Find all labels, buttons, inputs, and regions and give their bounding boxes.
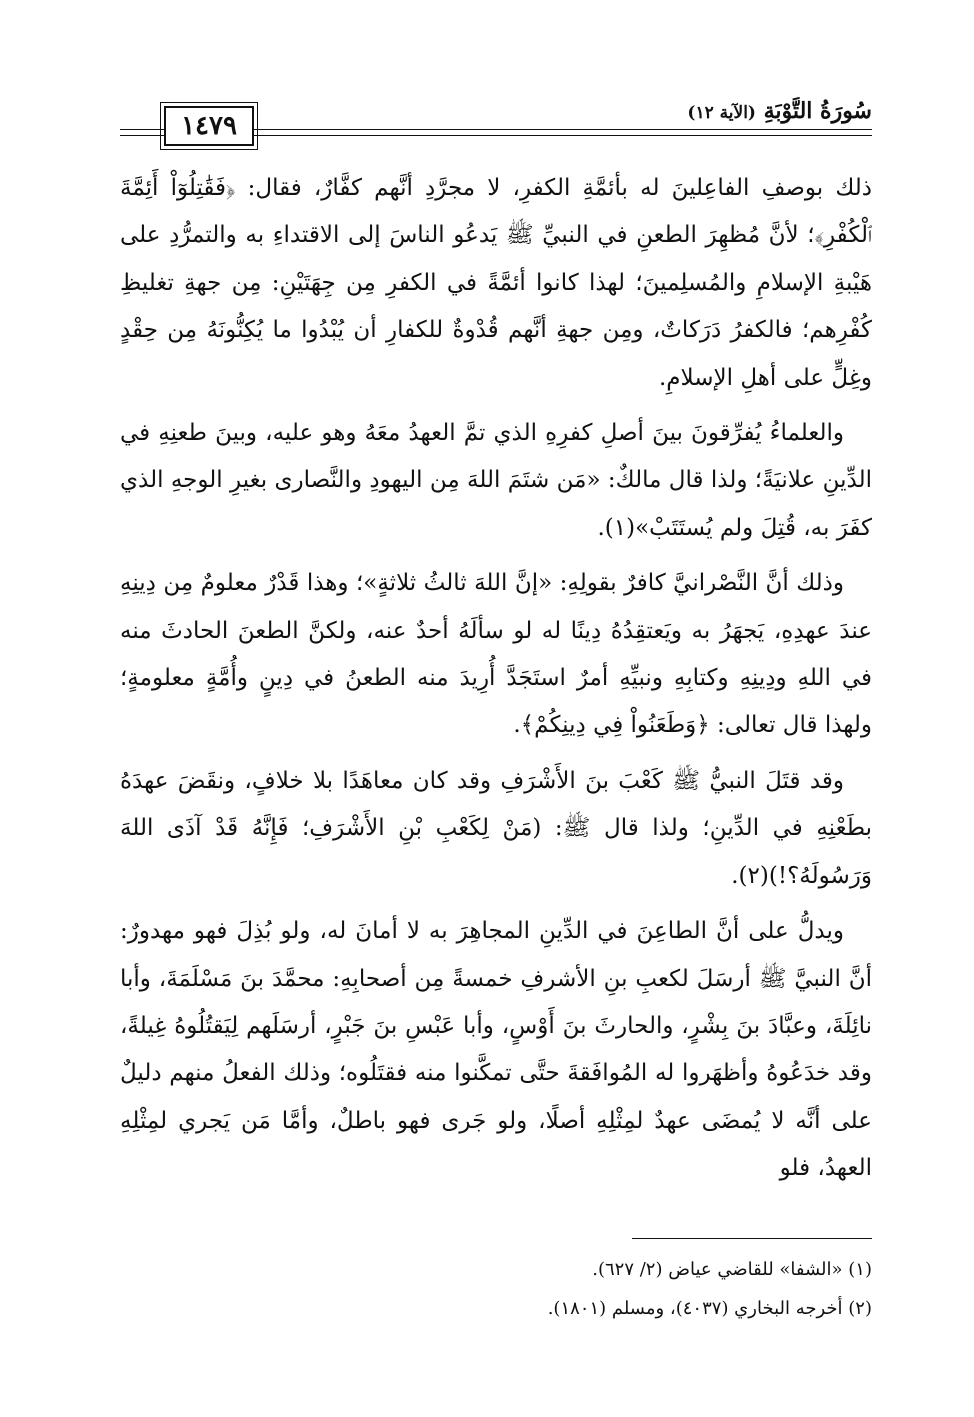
footnote-1: (١) «الشفا» للقاضي عياض (٢/ ٦٢٧). bbox=[592, 1259, 872, 1280]
running-title bbox=[677, 98, 872, 124]
main-text bbox=[120, 165, 872, 1193]
footnotes bbox=[120, 1250, 872, 1328]
page-number: ١٤٧٩ bbox=[164, 106, 254, 146]
paragraph-2: والعلماءُ يُفرِّقونَ بينَ أصلِ كفرِهِ الذي تمَّ العهدُ معَهُ وهو عليه، وبينَ طعنِهِ في الدِّينِ علانيَةً؛ ولذا قال مالكٌ: «مَن شتَمَ اللهَ مِن اليهودِ والنَّصارى بغيرِ الوجهِ الذي كفَرَ به، قُتِلَ ولم يُستَتَبْ»(١). bbox=[120, 420, 872, 541]
page-header bbox=[120, 96, 872, 146]
paragraph-5: ويدلُّ على أنَّ الطاعِنَ في الدِّينِ المجاهِرَ به لا أمانَ له، ولو بُذِلَ فهو مهدورٌ: أنَّ النبيَّ ﷺ أرسَلَ لكعبِ بنِ الأشرفِ خمسةً مِن أصحابِهِ: محمَّدَ بنَ مَسْلَمَةَ، وأبا نائِلَةَ، وعبَّادَ بنَ بِشْرٍ، والحارثَ بنَ أَوْسٍ، وأبا عَبْسِ بنَ جَبْرٍ، أرسَلَهم لِيَقتُلُوهُ غِيلةً، وقد خدَعُوهُ وأظهَروا له المُوافَقةَ حتَّى تمكَّنوا منه فقتَلُوه؛ وذلك الفعلُ منهم دليلٌ على أنَّه لا يُمضَى عهدٌ لمِثْلِهِ أصلًا، ولو جَرى فهو باطلٌ، وأمَّا مَن يَجري لمِثْلِهِ العهدُ، فلو bbox=[120, 918, 873, 1182]
verse-reference: (الآية ١٢) bbox=[687, 103, 756, 123]
paragraph-1: ذلك بوصفِ الفاعِلينَ له بأئمَّةِ الكفرِ، لا مجرَّدِ أنَّهم كفَّارٌ، فقال: ﴿فَقَٰتِلُوٓاْ أَئِمَّةَ ٱلْكُفْرِ﴾؛ لأنَّ مُظهِرَ الطعنِ في النبيِّ ﷺ يَدعُو الناسَ إلى الاقتداءِ به والتمرُّدِ على هَيْبةِ الإسلامِ والمُسلِمينَ؛ لهذا كانوا أئمَّةً في الكفرِ مِن جِهَتَيْنِ: مِن جهةِ تغليظِ كُفْرِهم؛ فالكفرُ دَرَكاتٌ، ومِن جهةِ أنَّهم قُدْوةٌ للكفارِ أن يُبْدُوا ما يُكِنُّونَهُ مِن حِقْدٍ وغِلٍّ على أهلِ الإسلامِ. bbox=[120, 175, 872, 391]
paragraph-3: وذلك أنَّ النَّصْرانيَّ كافرٌ بقولِهِ: «إنَّ اللهَ ثالثُ ثلاثةٍ»؛ وهذا قَدْرٌ معلومٌ مِن دِينِهِ عندَ عهدِهِ، يَجهَرُ به ويَعتقِدُهُ دِينًا له لو سألَهُ أحدٌ عنه، ولكنَّ الطعنَ الحادثَ منه في اللهِ ودِينِهِ وكتابِهِ ونبيِّهِ أمرٌ استَجَدَّ أُرِيدَ منه الطعنُ في دِينٍ وأُمَّةٍ معلومةٍ؛ ولهذا قال تعالى: ﴿وَطَعَنُواْ فِي دِينِكُمْ﴾. bbox=[120, 570, 872, 739]
footnote-divider bbox=[632, 1238, 872, 1239]
surah-name: سُورَةُ التَّوْبَةِ bbox=[763, 98, 872, 124]
footnote-2: (٢) أخرجه البخاري (٤٠٣٧)، ومسلم (١٨٠١). bbox=[547, 1298, 872, 1319]
paragraph-4: وقد قتَلَ النبيُّ ﷺ كَعْبَ بنَ الأَشْرَفِ وقد كان معاهَدًا بلا خلافٍ، ونقَضَ عهدَهُ بطَعْنِهِ في الدِّينِ؛ ولذا قال ﷺ: (مَنْ لِكَعْبِ بْنِ الأَشْرَفِ؛ فَإِنَّهُ قَدْ آذَى اللهَ وَرَسُولَهُ؟!)(٢). bbox=[120, 767, 872, 889]
